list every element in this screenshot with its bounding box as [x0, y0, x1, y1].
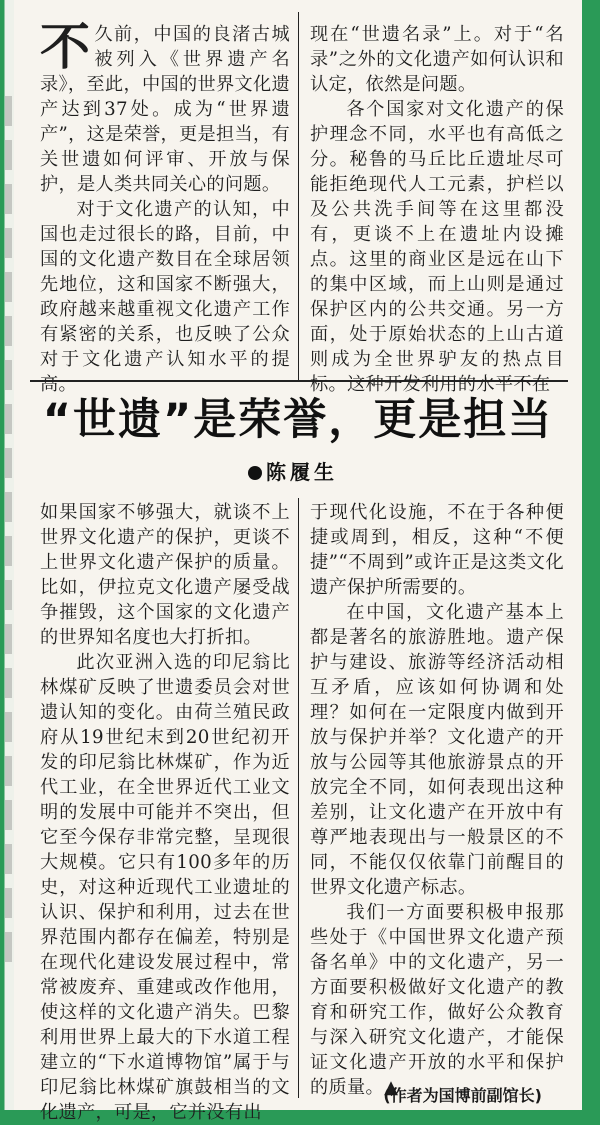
bullet-icon [248, 466, 262, 480]
paragraph: 此次亚洲入选的印尼翁比林煤矿反映了世遗委员会对世遗认知的变化。由荷兰殖民政府从19世纪末到20世纪初开发的印尼翁比林煤矿，作为近代工业，在全世界近代工业文明的发展中可能并不突出，但它至今保存非常完整，呈现很大规模。它只有100多年的历史，对这种近现代工业遗址的认识、保护和利用，过去在世界范围内都存在偏差，特别是在现代化建设发展过程中，常常被废弃、重建或改作他用，使这样的文化遗产消失。巴黎利用世界上最大的下水道工程建立的“下水道博物馆”属于与印尼翁比林煤矿旗鼓相当的文化遗产，可是，它并没有出 [40, 652, 290, 1123]
paragraph: 于现代化设施，不在于各种便捷或周到，相反，这种“不便捷”“不周到”或许正是这类文化遗产保护所需要的。 [310, 502, 564, 598]
author-name: 陈履生 [266, 460, 338, 484]
lead-paragraph: 不久前，中国的良渚古城被列入《世界遗产名录》，至此，中国的世界文化遗产达到37处。成为“世界遗产”，这是荣誉，更是担当，有关世遗如何评审、开放与保护，是人类共同关心的问题。 [40, 18, 290, 195]
byline [248, 456, 338, 485]
headline: “世遗”是荣誉，更是担当 [42, 395, 554, 445]
paragraph: 我们一方面要积极申报那些处于《中国世界文化遗产预备名单》中的文化遗产，另一方面要积极做好文化遗产的教育和研究工作，做好公众教育与深入研究文化遗产，才能保证文化遗产开放的水平和保护的质量。▲ [310, 902, 564, 1098]
drop-cap: 不 [40, 18, 91, 76]
paragraph: 各个国家对文化遗产的保护理念不同，水平也有高低之分。秘鲁的马丘比丘遗址尽可能拒绝现代人工元素，护栏以及公共洗手间等在这里都没有，更谈不上在遗址内设摊点。这里的商业区是远在山下的集中区域，而上山则是通过保护区内的公共交通。另一方面，处于原始状态的上山古道则成为全世界驴友的热点目标。这种开发利用的水平不在 [310, 99, 564, 395]
author-note: (作者为国博前副馆长) [383, 1086, 542, 1105]
article-column-top-left [40, 18, 290, 395]
article-column-top-right [310, 22, 564, 395]
paragraph: 现在“世遗名录”上。对于“名录”之外的文化遗产如何认识和认定，依然是问题。 [310, 24, 564, 95]
column-divider-top [298, 12, 299, 380]
paragraph: 对于文化遗产的认知，中国也走过很长的路，目前，中国的文化遗产数目在全球居领先地位，这和国家不断强大，政府越来越重视文化遗产工作有紧密的关系，也反映了公众对于文化遗产认知水平的提高。 [40, 199, 290, 395]
column-divider-bottom [298, 498, 299, 1098]
paragraph: 如果国家不够强大，就谈不上世界文化遗产的保护，更谈不上世界文化遗产保护的质量。比如，伊拉克文化遗产屡受战争摧毁，这个国家的文化遗产的世界知名度也大打折扣。 [40, 502, 290, 648]
neighbor-column-fragment [5, 96, 13, 976]
neighbor-page-edge [0, 0, 14, 1110]
article-column-bottom-left [40, 500, 290, 1123]
paragraph: 在中国，文化遗产基本上都是著名的旅游胜地。遗产保护与建设、旅游等经济活动相互矛盾，应该如何协调和处理？如何在一定限度内做到开放与保护并举？文化遗产的开放与公园等其他旅游景点的开放完全不同，如何表现出这种差别，让文化遗产在开放中有尊严地表现出与一般景区的不同，不能仅仅依靠门前醒目的世界文化遗产标志。 [310, 602, 564, 898]
